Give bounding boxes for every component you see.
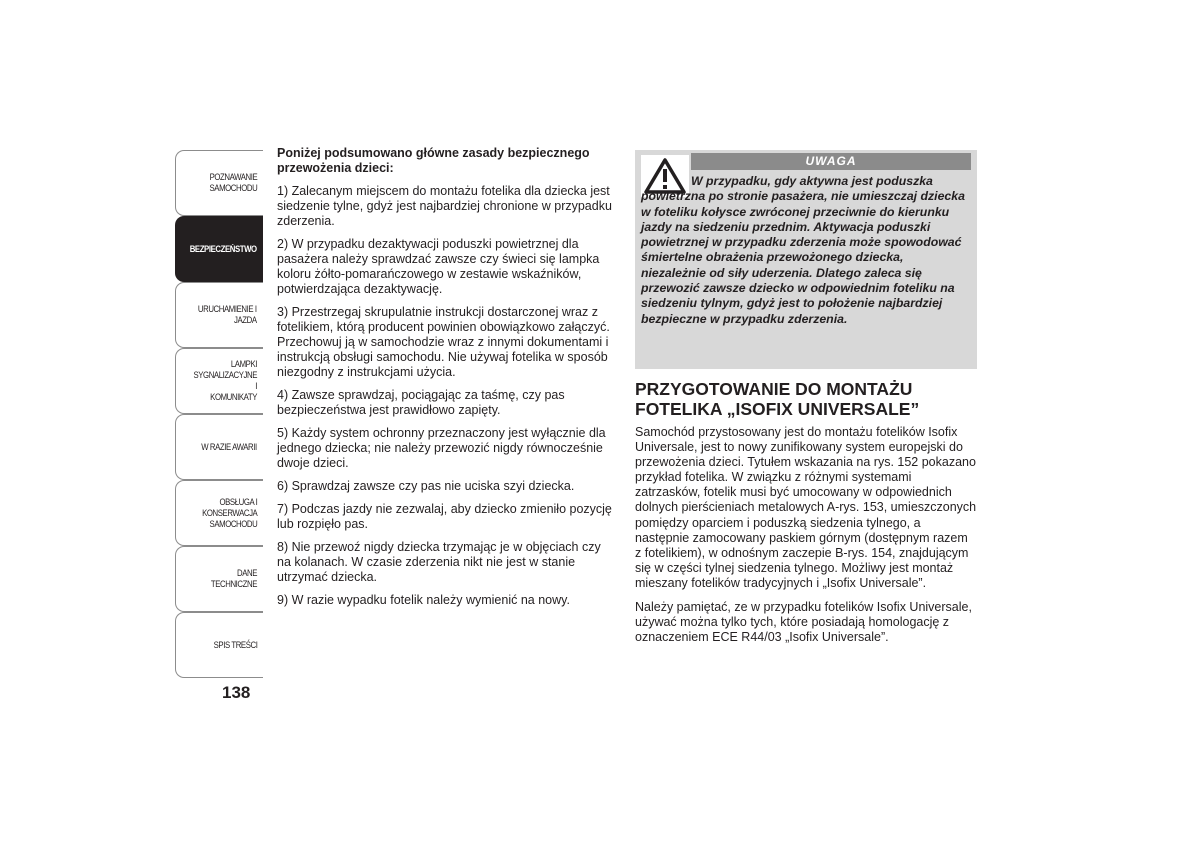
tab-spis-tresci[interactable] bbox=[175, 612, 263, 678]
list-item: 6) Sprawdzaj zawsze czy pas nie uciska szyi dziecka. bbox=[277, 479, 575, 493]
tab-label: OBSŁUGA I KONSERWACJA SAMOCHODU bbox=[201, 496, 257, 530]
paragraph: Samochód przystosowany jest do montażu fotelików Isofix Universale, jest to nowy zunifikowany system europejski do przewożenia dzieci. Tytułem wskazania na rys. 152 pokazano przykład fotelika. W związku z różnymi systemami zatrzasków, fotelik musi być umocowany w odpowiednich dolnych pierścieniach metalowych A-rys. 153, umieszczonych pomiędzy oparciem i poduszką siedzenia tylnego, a następnie zamocowany paskiem górnym (dostępnym razem z fotelikiem), w odnośnym zaczepie B-rys. 154, znajdującym się w części tylnej siedzenia tylnego. Możliwy jest montaż mieszany fotelików tradycyjnych i „Isofix Universale”. bbox=[635, 425, 977, 590]
tab-label: URUCHAMIENIE I JAZDA bbox=[198, 304, 257, 326]
list-item: 8) Nie przewoź nigdy dziecka trzymając je w objęciach czy na kolanach. W czasie zderzenia nikt nie jest w stanie utrzymać dziecka. bbox=[277, 540, 601, 584]
tab-label: DANE TECHNICZNE bbox=[210, 568, 257, 590]
page-number: 138 bbox=[222, 683, 251, 702]
right-column bbox=[635, 150, 977, 654]
section-heading: PRZYGOTOWANIE DO MONTAŻU FOTELIKA „ISOFIX UNIVERSALE” bbox=[635, 379, 920, 419]
tab-uruchamienie-i-jazda[interactable] bbox=[175, 282, 263, 348]
tab-label: SPIS TREŚCI bbox=[213, 639, 257, 651]
list-item: 7) Podczas jazdy nie zezwalaj, aby dziecko zmieniło pozycję lub rozpięło pas. bbox=[277, 502, 612, 531]
list-item: 5) Każdy system ochronny przeznaczony jest wyłącznie dla jednego dziecka; nie należy przewozić nigdy równocześnie dwoje dzieci. bbox=[277, 426, 606, 470]
tab-lampki-sygnalizacyjne[interactable] bbox=[175, 348, 263, 414]
tab-poznawanie-samochodu[interactable] bbox=[175, 150, 263, 216]
tab-obsluga-i-konserwacja[interactable] bbox=[175, 480, 263, 546]
tab-bezpieczenstwo[interactable] bbox=[175, 216, 263, 282]
list-item: 4) Zawsze sprawdzaj, pociągając za taśmę, czy pas bezpieczeństwa jest prawidłowo zapięty. bbox=[277, 388, 565, 417]
list-item: 3) Przestrzegaj skrupulatnie instrukcji dostarczonej wraz z fotelikiem, którą producent powinien obowiązkowo załączyć. Przechowuj ją w samochodzie wraz z innymi dokumentami i instrukcją obsługi samochodu. Nie używaj fotelika w sposób niezgodny z instrukcjami użycia. bbox=[277, 305, 610, 379]
paragraph: Należy pamiętać, ze w przypadku fotelików Isofix Universale, używać można tylko tych, które posiadają homologację z oznaczeniem ECE R44/03 „Isofix Universale”. bbox=[635, 600, 972, 645]
tab-dane-techniczne[interactable] bbox=[175, 546, 263, 612]
tab-label: W RAZIE AWARII bbox=[201, 441, 257, 453]
tab-label: LAMPKI SYGNALIZACYJNE I KOMUNIKATY bbox=[193, 359, 257, 403]
list-item: 9) W razie wypadku fotelik należy wymienić na nowy. bbox=[277, 593, 570, 607]
warning-text: W przypadku, gdy aktywna jest poduszka powietrzna po stronie pasażera, nie umieszczaj dziecka w foteliku kołysce zwróconej przeciwnie do kierunku jazdy na siedzeniu przednim. Aktywacja poduszki powietrznej w przypadku zderzenia może spowodować śmiertelne obrażenia przewożonego dziecka, niezależnie od siły uderzenia. Dlatego zaleca się przewozić zawsze dziecko w odpowiednim foteliku na siedzeniu tylnym, gdyż jest to położenie najbardziej bezpieczne w przypadku zderzenia. bbox=[641, 174, 965, 326]
list-item: 2) W przypadku dezaktywacji poduszki powietrznej dla pasażera należy sprawdzać zawsze czy świeci się lampka koloru żółto-pomarańczowego w zestawie wskaźników, potwierdzająca dezaktywację. bbox=[277, 237, 600, 296]
warning-title: UWAGA bbox=[691, 153, 971, 170]
left-column bbox=[277, 146, 617, 616]
warning-box bbox=[635, 150, 977, 369]
list-item: 1) Zalecanym miejscem do montażu fotelika dla dziecka jest siedzenie tylne, gdyż jest najbardziej chronione w przypadku zderzenia. bbox=[277, 184, 612, 228]
tab-w-razie-awarii[interactable] bbox=[175, 414, 263, 480]
tab-label: BEZPIECZEŃSTWO bbox=[190, 243, 257, 255]
intro-heading: Poniżej podsumowano główne zasady bezpiecznego przewożenia dzieci: bbox=[277, 146, 590, 175]
tab-label: POZNAWANIE SAMOCHODU bbox=[209, 172, 257, 194]
